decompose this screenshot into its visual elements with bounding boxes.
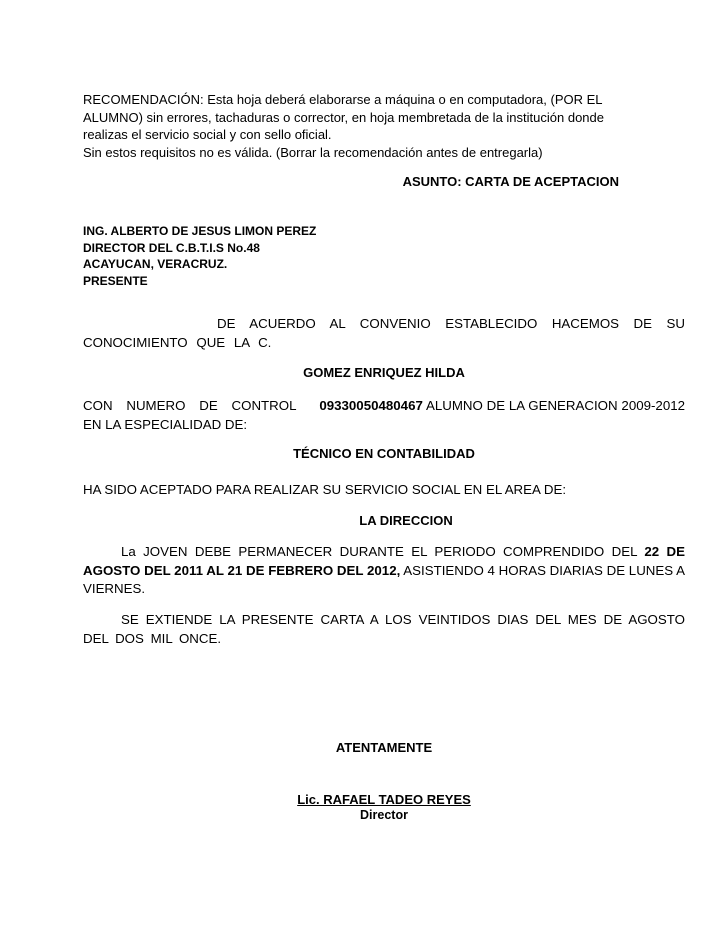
intro-paragraph: DE ACUERDO AL CONVENIO ESTABLECIDO HACEMOS DE SU CONOCIMIENTO QUE LA C. — [83, 316, 685, 350]
recommendation-line: realizas el servicio social y con sello oficial. — [83, 127, 332, 143]
recipient-name: ING. ALBERTO DE JESUS LIMON PEREZ — [83, 224, 317, 238]
recipient-presente: PRESENTE — [83, 273, 148, 288]
recommendation-note — [83, 91, 685, 161]
recipient-title: DIRECTOR DEL C.B.T.I.S No.48 — [83, 240, 260, 255]
control-paragraph — [83, 397, 685, 434]
specialty: TÉCNICO EN CONTABILIDAD — [293, 446, 475, 461]
recipient-location: ACAYUCAN, VERACRUZ. — [83, 257, 228, 271]
signature-block — [83, 792, 685, 823]
period-dates: 22 DE AGOSTO DEL 2011 AL 21 DE FEBRERO DEL 2012, — [83, 544, 685, 578]
signer-role: Director — [360, 808, 408, 822]
period-suffix: ASISTIENDO 4 HORAS DIARIAS DE LUNES A VIERNES. — [83, 562, 685, 596]
signer-name: Lic. RAFAEL TADEO REYES — [297, 792, 471, 807]
student-name: GOMEZ ENRIQUEZ HILDA — [303, 365, 465, 380]
salutation: ATENTAMENTE — [335, 740, 433, 755]
recommendation-line: RECOMENDACIÓN: Esta hoja deberá elaborarse a máquina o en computadora, (POR EL — [83, 92, 603, 107]
period-paragraph — [83, 543, 685, 599]
letter-page — [83, 0, 685, 942]
recommendation-line: ALUMNO) sin errores, tachaduras o corrector, en hoja membretada de la institución donde — [83, 109, 604, 125]
accepted-paragraph: HA SIDO ACEPTADO PARA REALIZAR SU SERVICIO SOCIAL EN EL AREA DE: — [83, 482, 567, 497]
service-area: LA DIRECCION — [359, 513, 453, 528]
subject-line: ASUNTO: CARTA DE ACEPTACION — [402, 174, 619, 189]
period-prefix: La JOVEN DEBE PERMANECER DURANTE EL PERIODO COMPRENDIDO DEL — [121, 544, 637, 559]
control-prefix: CON NUMERO DE CONTROL — [83, 398, 297, 413]
control-suffix: ALUMNO DE LA GENERACION 2009-2012 EN LA ESPECIALIDAD DE: — [83, 398, 686, 432]
control-number: 09330050480467 — [319, 398, 423, 413]
closing-paragraph: SE EXTIENDE LA PRESENTE CARTA A LOS VEINTIDOS DIAS DEL MES DE AGOSTO DEL DOS MIL ONCE. — [83, 612, 685, 646]
recommendation-line: Sin estos requisitos no es válida. (Borrar la recomendación antes de entregarla) — [83, 144, 543, 160]
recipient-block — [83, 223, 685, 289]
